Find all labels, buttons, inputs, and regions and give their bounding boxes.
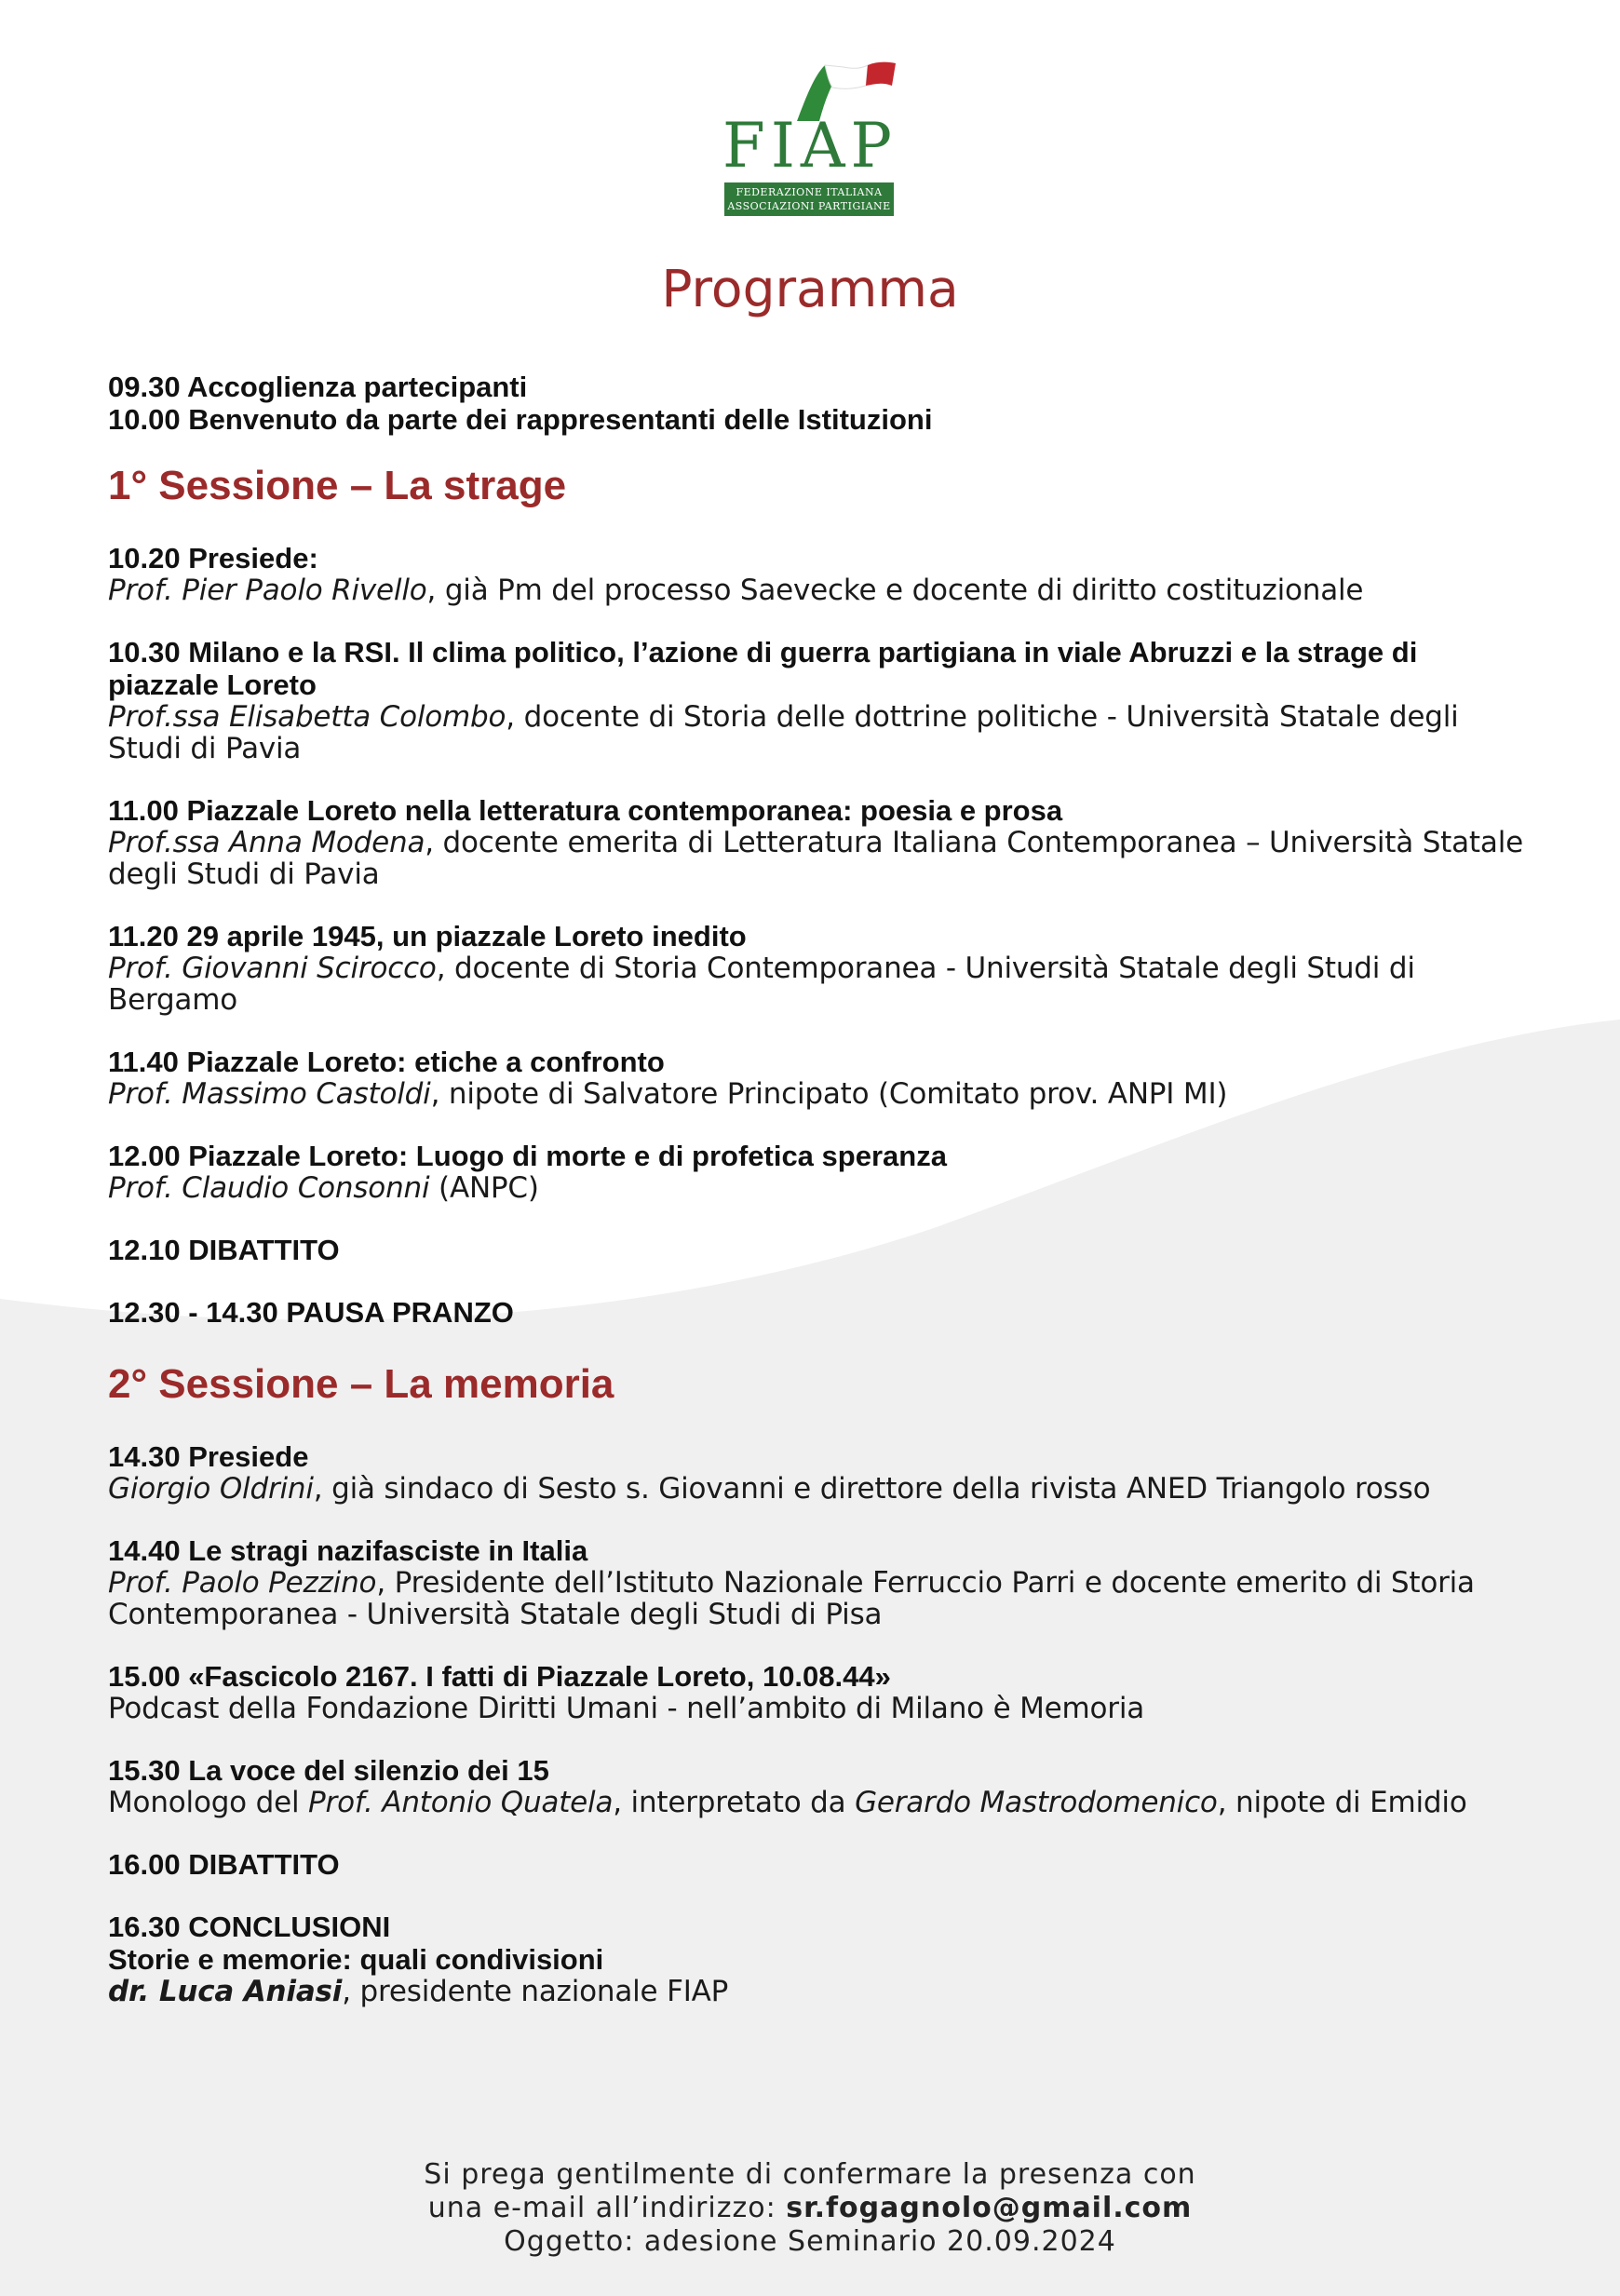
conclusions-subtitle: Storie e memorie: quali condivisioni	[108, 1943, 604, 1976]
item-title: 15.00 «Fascicolo 2167. I fatti di Piazzale Loreto, 10.08.44»	[108, 1660, 891, 1693]
session-1-item	[108, 1140, 1523, 1204]
session-2-item	[108, 1534, 1523, 1630]
footer-line-2	[0, 2192, 1620, 2225]
opening-line-1: 09.30 Accoglienza partecipanti	[108, 371, 528, 403]
item-description	[108, 574, 1523, 606]
session-2-debate: 16.00 DIBATTITO	[108, 1848, 340, 1881]
item-description	[108, 1473, 1523, 1505]
speaker-name: Giorgio Oldrini	[108, 1472, 314, 1506]
item-title: 14.30 Presiede	[108, 1440, 309, 1473]
footer-email-prefix: una e-mail all’indirizzo:	[427, 2192, 787, 2224]
item-description	[108, 1172, 1523, 1204]
conclusions	[108, 1911, 1523, 2007]
speaker-role: , Presidente dell’Istituto Nazionale Ferruccio Parri e docente emerito di Storia Contemporanea - Università Statale degli Studi di Pisa	[108, 1566, 1475, 1631]
performer-name: Gerardo Mastrodomenico	[855, 1786, 1218, 1819]
session-1-debate: 12.10 DIBATTITO	[108, 1234, 340, 1266]
item-description	[108, 952, 1523, 1016]
conclusions-title: 16.30 CONCLUSIONI	[108, 1911, 391, 1943]
logo-wordmark: FIAP	[722, 110, 898, 182]
logo-subtitle-line1: FEDERAZIONE ITALIANA	[736, 186, 883, 198]
item-title: 12.00 Piazzale Loreto: Luogo di morte e di profetica speranza	[108, 1140, 947, 1172]
fiap-logo	[722, 60, 898, 220]
item-description	[108, 701, 1523, 764]
speaker-name: Prof.ssa Anna Modena	[108, 826, 425, 859]
speaker-role: , nipote di Emidio	[1217, 1786, 1467, 1819]
logo-subtitle-box	[724, 182, 894, 216]
speaker-name: Prof. Massimo Castoldi	[108, 1077, 431, 1111]
program-content	[108, 371, 1523, 2007]
item-description	[108, 827, 1523, 890]
session-2-item	[108, 1754, 1523, 1818]
speaker-role: , già sindaco di Sesto s. Giovanni e direttore della rivista ANED Triangolo rosso	[313, 1472, 1431, 1506]
footer-line-1: Si prega gentilmente di confermare la presenza con	[424, 2158, 1196, 2191]
item-title: 11.40 Piazzale Loreto: etiche a confronto	[108, 1046, 665, 1078]
lunch-break: 12.30 - 14.30 PAUSA PRANZO	[108, 1296, 514, 1329]
opening-line-2: 10.00 Benvenuto da parte dei rappresentanti delle Istituzioni	[108, 403, 933, 436]
item-title: 11.20 29 aprile 1945, un piazzale Loreto inedito	[108, 920, 747, 952]
item-title: 11.00 Piazzale Loreto nella letteratura contemporanea: poesia e prosa	[108, 794, 1063, 827]
item-description: Podcast della Fondazione Diritti Umani - nell’ambito di Milano è Memoria	[108, 1692, 1145, 1725]
speaker-role: (ANPC)	[429, 1171, 539, 1205]
speaker-role: , docente di Storia delle dottrine politiche - Università Statale degli Studi di Pavia	[108, 700, 1459, 765]
item-description	[108, 1787, 1523, 1818]
item-description	[108, 1567, 1523, 1630]
speaker-name: Prof. Claudio Consonni	[108, 1171, 430, 1205]
item-title: 15.30 La voce del silenzio dei 15	[108, 1754, 549, 1787]
item-title: 14.40 Le stragi nazifasciste in Italia	[108, 1534, 588, 1567]
speaker-role: , docente emerita di Letteratura Italiana Contemporanea – Università Statale degli Studi di Pavia	[108, 826, 1523, 891]
session-1-item	[108, 920, 1523, 1016]
description-prefix: Monologo del	[108, 1786, 309, 1819]
session-1-heading: 1° Sessione – La strage	[108, 463, 567, 508]
description-middle: , interpretato da	[613, 1786, 856, 1819]
speaker-role: , docente di Storia Contemporanea - Università Statale degli Studi di Bergamo	[108, 952, 1415, 1017]
speaker-role: , già Pm del processo Saevecke e docente di diritto costituzionale	[426, 574, 1364, 607]
rsvp-footer	[0, 2158, 1620, 2259]
speaker-role: , presidente nazionale FIAP	[342, 1975, 729, 2008]
speaker-role: , nipote di Salvatore Principato (Comitato prov. ANPI MI)	[430, 1077, 1228, 1111]
item-title: 10.30 Milano e la RSI. Il clima politico, l’azione di guerra partigiana in viale Abruzzi e la strage di piazzale Loreto	[108, 636, 1418, 701]
session-2-item	[108, 1660, 1523, 1724]
footer-line-3: Oggetto: adesione Seminario 20.09.2024	[504, 2225, 1116, 2258]
item-title: 10.20 Presiede:	[108, 542, 318, 574]
contact-email-link[interactable]: sr.fogagnolo@gmail.com	[786, 2192, 1193, 2224]
speaker-name: Prof. Giovanni Scirocco	[108, 952, 437, 985]
logo-subtitle-line2: ASSOCIAZIONI PARTIGIANE	[727, 200, 891, 212]
speaker-name: dr. Luca Aniasi	[108, 1975, 343, 2008]
session-1-item	[108, 794, 1523, 890]
session-2-item	[108, 1440, 1523, 1505]
session-2-heading: 2° Sessione – La memoria	[108, 1361, 614, 1407]
speaker-name: Prof. Pier Paolo Rivello	[108, 574, 427, 607]
session-1-item	[108, 1046, 1523, 1110]
speaker-name: Prof.ssa Elisabetta Colombo	[108, 700, 506, 734]
item-description	[108, 1078, 1523, 1110]
session-1-item	[108, 636, 1523, 764]
conclusions-speaker	[108, 1976, 1523, 2007]
session-1-item	[108, 542, 1523, 606]
page-title: Programma	[661, 259, 959, 318]
speaker-name: Prof. Antonio Quatela	[308, 1786, 614, 1819]
speaker-name: Prof. Paolo Pezzino	[108, 1566, 377, 1600]
